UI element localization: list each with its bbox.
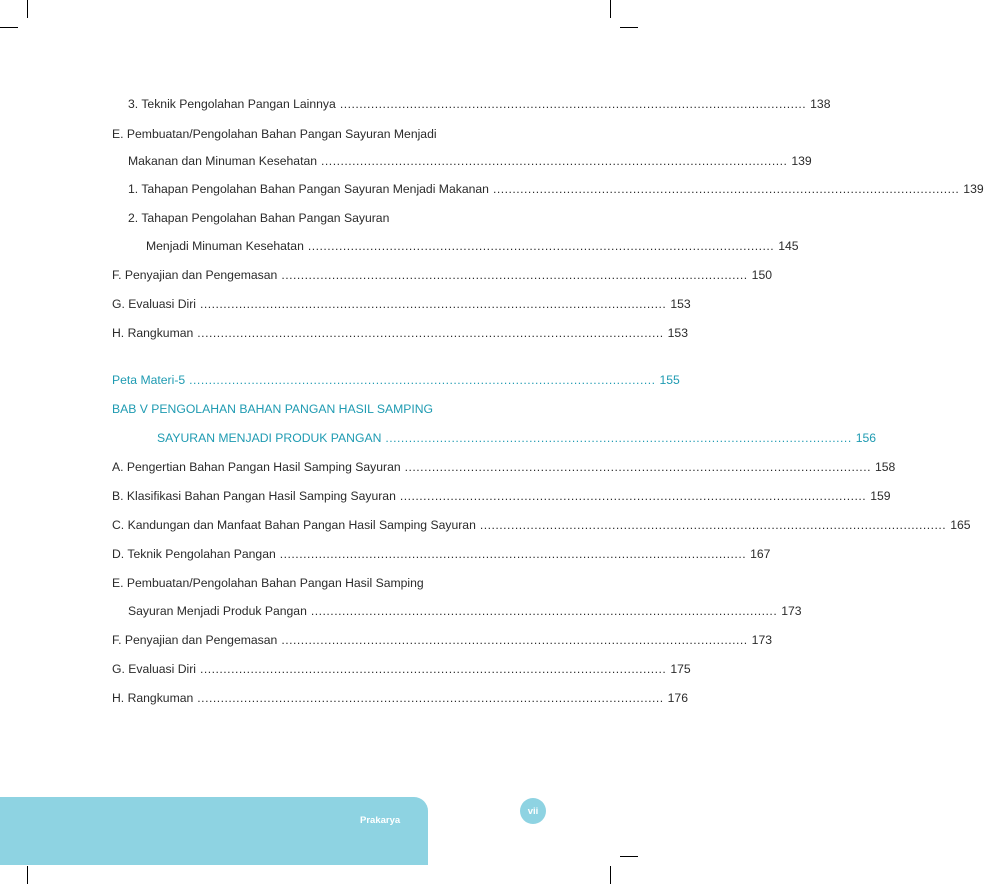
dot-leader: ........................................................................................................................ [197,326,664,340]
dot-leader: ........................................................................................................................ [310,604,778,618]
toc-entry[interactable] [112,488,891,504]
dot-leader: ........................................................................................................................ [385,431,852,445]
toc-entry-page: 165 [950,518,971,532]
dot-leader: ........................................................................................................................ [189,373,656,387]
dot-leader: ........................................................................................................................ [307,239,775,253]
toc-entry-page: 153 [667,326,688,340]
toc-entry[interactable] [112,459,896,475]
toc-entry-label: F. Penyajian dan Pengemasan [112,268,278,282]
dot-leader: ........................................................................................................................ [199,297,667,311]
toc-entry[interactable] [128,181,984,197]
toc-entry[interactable] [112,690,688,706]
toc-entry-label: 1. Tahapan Pengolahan Bahan Pangan Sayuran Menjadi Makanan [128,182,489,196]
toc-entry-label: G. Evaluasi Diri [112,297,196,311]
toc-entry-label: Sayuran Menjadi Produk Pangan [128,604,307,618]
dot-leader: ........................................................................................................................ [197,691,664,705]
toc-entry[interactable] [112,296,691,312]
toc-entry-label: 3. Teknik Pengolahan Pangan Lainnya [128,97,336,111]
dot-leader: ........................................................................................................................ [279,547,747,561]
toc-entry-page: 175 [670,662,691,676]
toc-entry-page: 153 [670,297,691,311]
toc-entry-label: E. Pembuatan/Pengolahan Bahan Pangan Sayuran Menjadi [112,127,437,141]
toc-entry-page: 173 [751,633,773,647]
toc-entry-page: 139 [963,182,984,196]
toc-entry-label: F. Penyajian dan Pengemasan [112,633,278,647]
toc-entry-page: 158 [874,460,896,474]
dot-leader: ........................................................................................................................ [399,489,867,503]
toc-entry[interactable] [128,603,802,619]
toc-entry-label: B. Klasifikasi Bahan Pangan Hasil Samping Sayuran [112,489,396,503]
dot-leader: ........................................................................................................................ [479,518,947,532]
toc-entry-label: A. Pengertian Bahan Pangan Hasil Samping Sayuran [112,460,401,474]
toc-entry-page: 150 [751,268,773,282]
dot-leader: ........................................................................................................................ [339,97,807,111]
footer-band [0,797,428,865]
dot-leader: ........................................................................................................................ [281,633,748,647]
toc-entry[interactable] [112,325,688,341]
toc-entry-label: Peta Materi-5 [112,373,186,387]
toc-entry-label: G. Evaluasi Diri [112,662,196,676]
toc-entry[interactable] [112,575,545,591]
toc-entry[interactable] [112,517,971,533]
toc-entry[interactable] [128,210,545,226]
toc-entry-page: 173 [781,604,802,618]
dot-leader: ........................................................................................................................ [281,268,748,282]
toc-entry[interactable] [112,372,680,388]
toc-entry-label: Menjadi Minuman Kesehatan [146,239,304,253]
toc-entry-page: 176 [667,691,688,705]
toc-entry[interactable] [112,546,771,562]
toc-entry-label: H. Rangkuman [112,326,194,340]
toc-entry-page: 145 [778,239,799,253]
toc-entry-label: SAYURAN MENJADI PRODUK PANGAN [157,431,382,445]
toc-entry-label: BAB V PENGOLAHAN BAHAN PANGAN HASIL SAMPING [112,402,434,416]
toc-entry-page: 167 [750,547,771,561]
dot-leader: ........................................................................................................................ [492,182,960,196]
toc-entry[interactable] [112,401,545,417]
toc-entry[interactable] [112,632,773,648]
book-title: Prakarya [360,815,401,826]
page-number-badge: vii [520,798,546,824]
toc-entry-label: Makanan dan Minuman Kesehatan [128,154,318,168]
toc-entry-page: 156 [855,431,877,445]
toc-entry-page: 159 [870,489,891,503]
toc-entry[interactable] [128,153,812,169]
toc-entry-label: D. Teknik Pengolahan Pangan [112,547,276,561]
toc-entry-label: C. Kandungan dan Manfaat Bahan Pangan Hasil Samping Sayuran [112,518,476,532]
toc-entry-label: 2. Tahapan Pengolahan Bahan Pangan Sayuran [128,211,390,225]
toc-entry[interactable] [112,661,691,677]
toc-entry-page: 138 [810,97,831,111]
toc-entry[interactable] [112,267,773,283]
dot-leader: ........................................................................................................................ [321,154,788,168]
toc-entry[interactable] [157,430,877,446]
toc-entry-page: 139 [791,154,812,168]
dot-leader: ........................................................................................................................ [404,460,871,474]
toc-entry[interactable] [112,126,545,142]
toc-entry-label: E. Pembuatan/Pengolahan Bahan Pangan Hasil Samping [112,576,424,590]
dot-leader: ........................................................................................................................ [199,662,667,676]
toc-entry-label: H. Rangkuman [112,691,194,705]
toc-entry-page: 155 [659,373,680,387]
toc-entry[interactable] [146,238,799,254]
toc-entry[interactable] [128,96,831,112]
